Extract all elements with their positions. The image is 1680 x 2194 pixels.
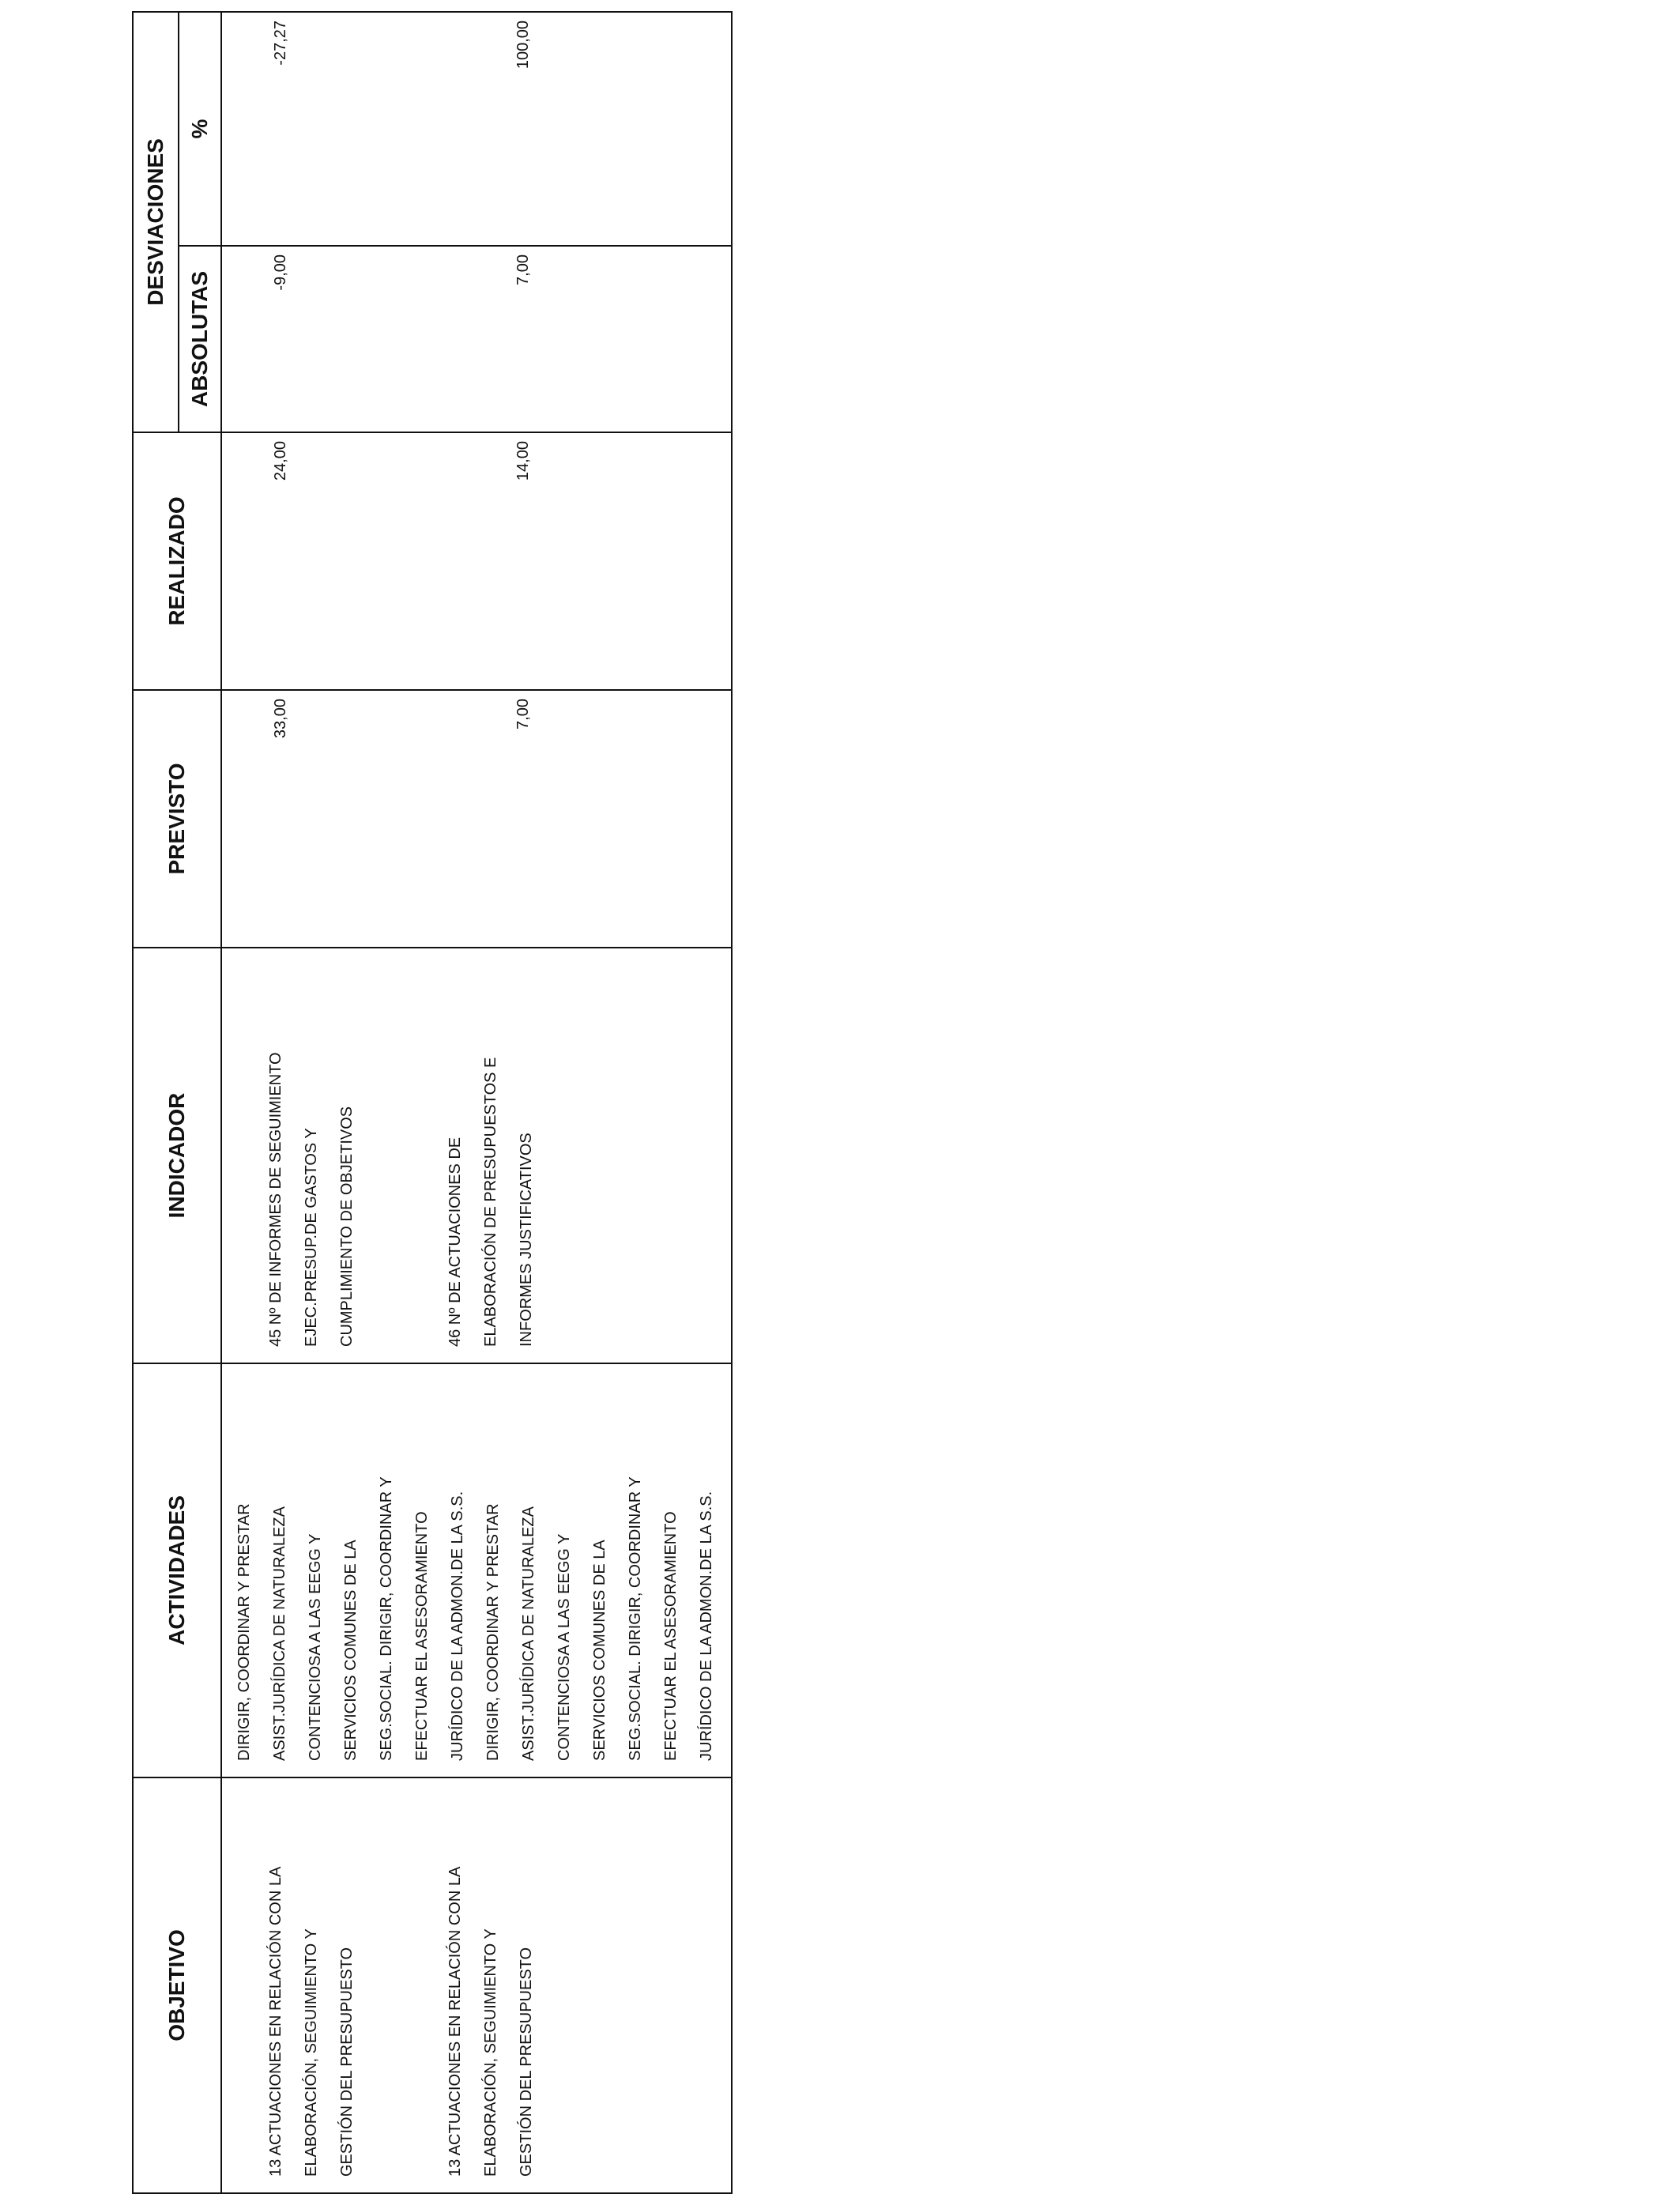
header-realizado: REALIZADO bbox=[133, 432, 221, 690]
header-porcentaje: % bbox=[179, 12, 221, 246]
actividades-cell bbox=[221, 1363, 732, 1777]
header-objetivo: OBJETIVO bbox=[133, 1777, 221, 2193]
indicador-text-1: 45 Nº DE INFORMES DE SEGUIMIENTO EJEC.PRESUP.DE GASTOS Y CUMPLIMIENTO DE OBJETIVOS bbox=[267, 1052, 356, 1347]
objetivo-text-1: 13 ACTUACIONES EN RELACIÓN CON LA ELABORACIÓN, SEGUIMIENTO Y GESTIÓN DEL PRESUPUESTO bbox=[267, 1866, 356, 2177]
table-row bbox=[221, 12, 732, 2193]
actividades-text-1: DIRIGIR, COORDINAR Y PRESTAR ASIST.JURÍDICA DE NATURALEZA CONTENCIOSA A LAS EEGG Y SERVICIOS COMUNES DE LA SEG.SOCIAL. DIRIGIR, COORDINAR Y EFECTUAR EL ASESORAMIENTO JURÍDICO DE LA ADMON.DE LA S.S. bbox=[235, 1476, 466, 1761]
header-absolutas: ABSOLUTAS bbox=[179, 246, 221, 432]
absolutas-value-1: -9,00 bbox=[272, 254, 289, 291]
porcentaje-cell bbox=[221, 12, 732, 246]
report-sheet bbox=[132, 13, 733, 2194]
porcentaje-value-2: 100,00 bbox=[514, 20, 532, 70]
objectives-table bbox=[132, 11, 733, 2194]
header-previsto: PREVISTO bbox=[133, 690, 221, 948]
header-row bbox=[133, 12, 179, 2193]
header-indicador: INDICADOR bbox=[133, 948, 221, 1363]
indicador-text-2: 46 Nº DE ACTUACIONES DE ELABORACIÓN DE PRESUPUESTOS E INFORMES JUSTIFICATIVOS bbox=[446, 1057, 535, 1347]
previsto-value-1: 33,00 bbox=[272, 699, 289, 739]
realizado-value-1: 24,00 bbox=[272, 441, 289, 481]
realizado-cell bbox=[221, 432, 732, 690]
previsto-value-2: 7,00 bbox=[514, 699, 532, 729]
porcentaje-value-1: -27,27 bbox=[272, 20, 289, 66]
actividades-text-2: DIRIGIR, COORDINAR Y PRESTAR ASIST.JURÍDICA DE NATURALEZA CONTENCIOSA A LAS EEGG Y SERVICIOS COMUNES DE LA SEG.SOCIAL. DIRIGIR, COORDINAR Y EFECTUAR EL ASESORAMIENTO JURÍDICO DE LA ADMON.DE LA S.S. bbox=[484, 1476, 715, 1761]
realizado-value-2: 14,00 bbox=[514, 441, 532, 481]
objetivo-cell bbox=[221, 1777, 732, 2193]
header-actividades: ACTIVIDADES bbox=[133, 1363, 221, 1777]
indicador-cell bbox=[221, 948, 732, 1363]
header-desviaciones: DESVIACIONES bbox=[133, 12, 179, 432]
absolutas-cell bbox=[221, 246, 732, 432]
absolutas-value-2: 7,00 bbox=[514, 254, 532, 285]
previsto-cell bbox=[221, 690, 732, 948]
objetivo-text-2: 13 ACTUACIONES EN RELACIÓN CON LA ELABORACIÓN, SEGUIMIENTO Y GESTIÓN DEL PRESUPUESTO bbox=[446, 1866, 535, 2177]
